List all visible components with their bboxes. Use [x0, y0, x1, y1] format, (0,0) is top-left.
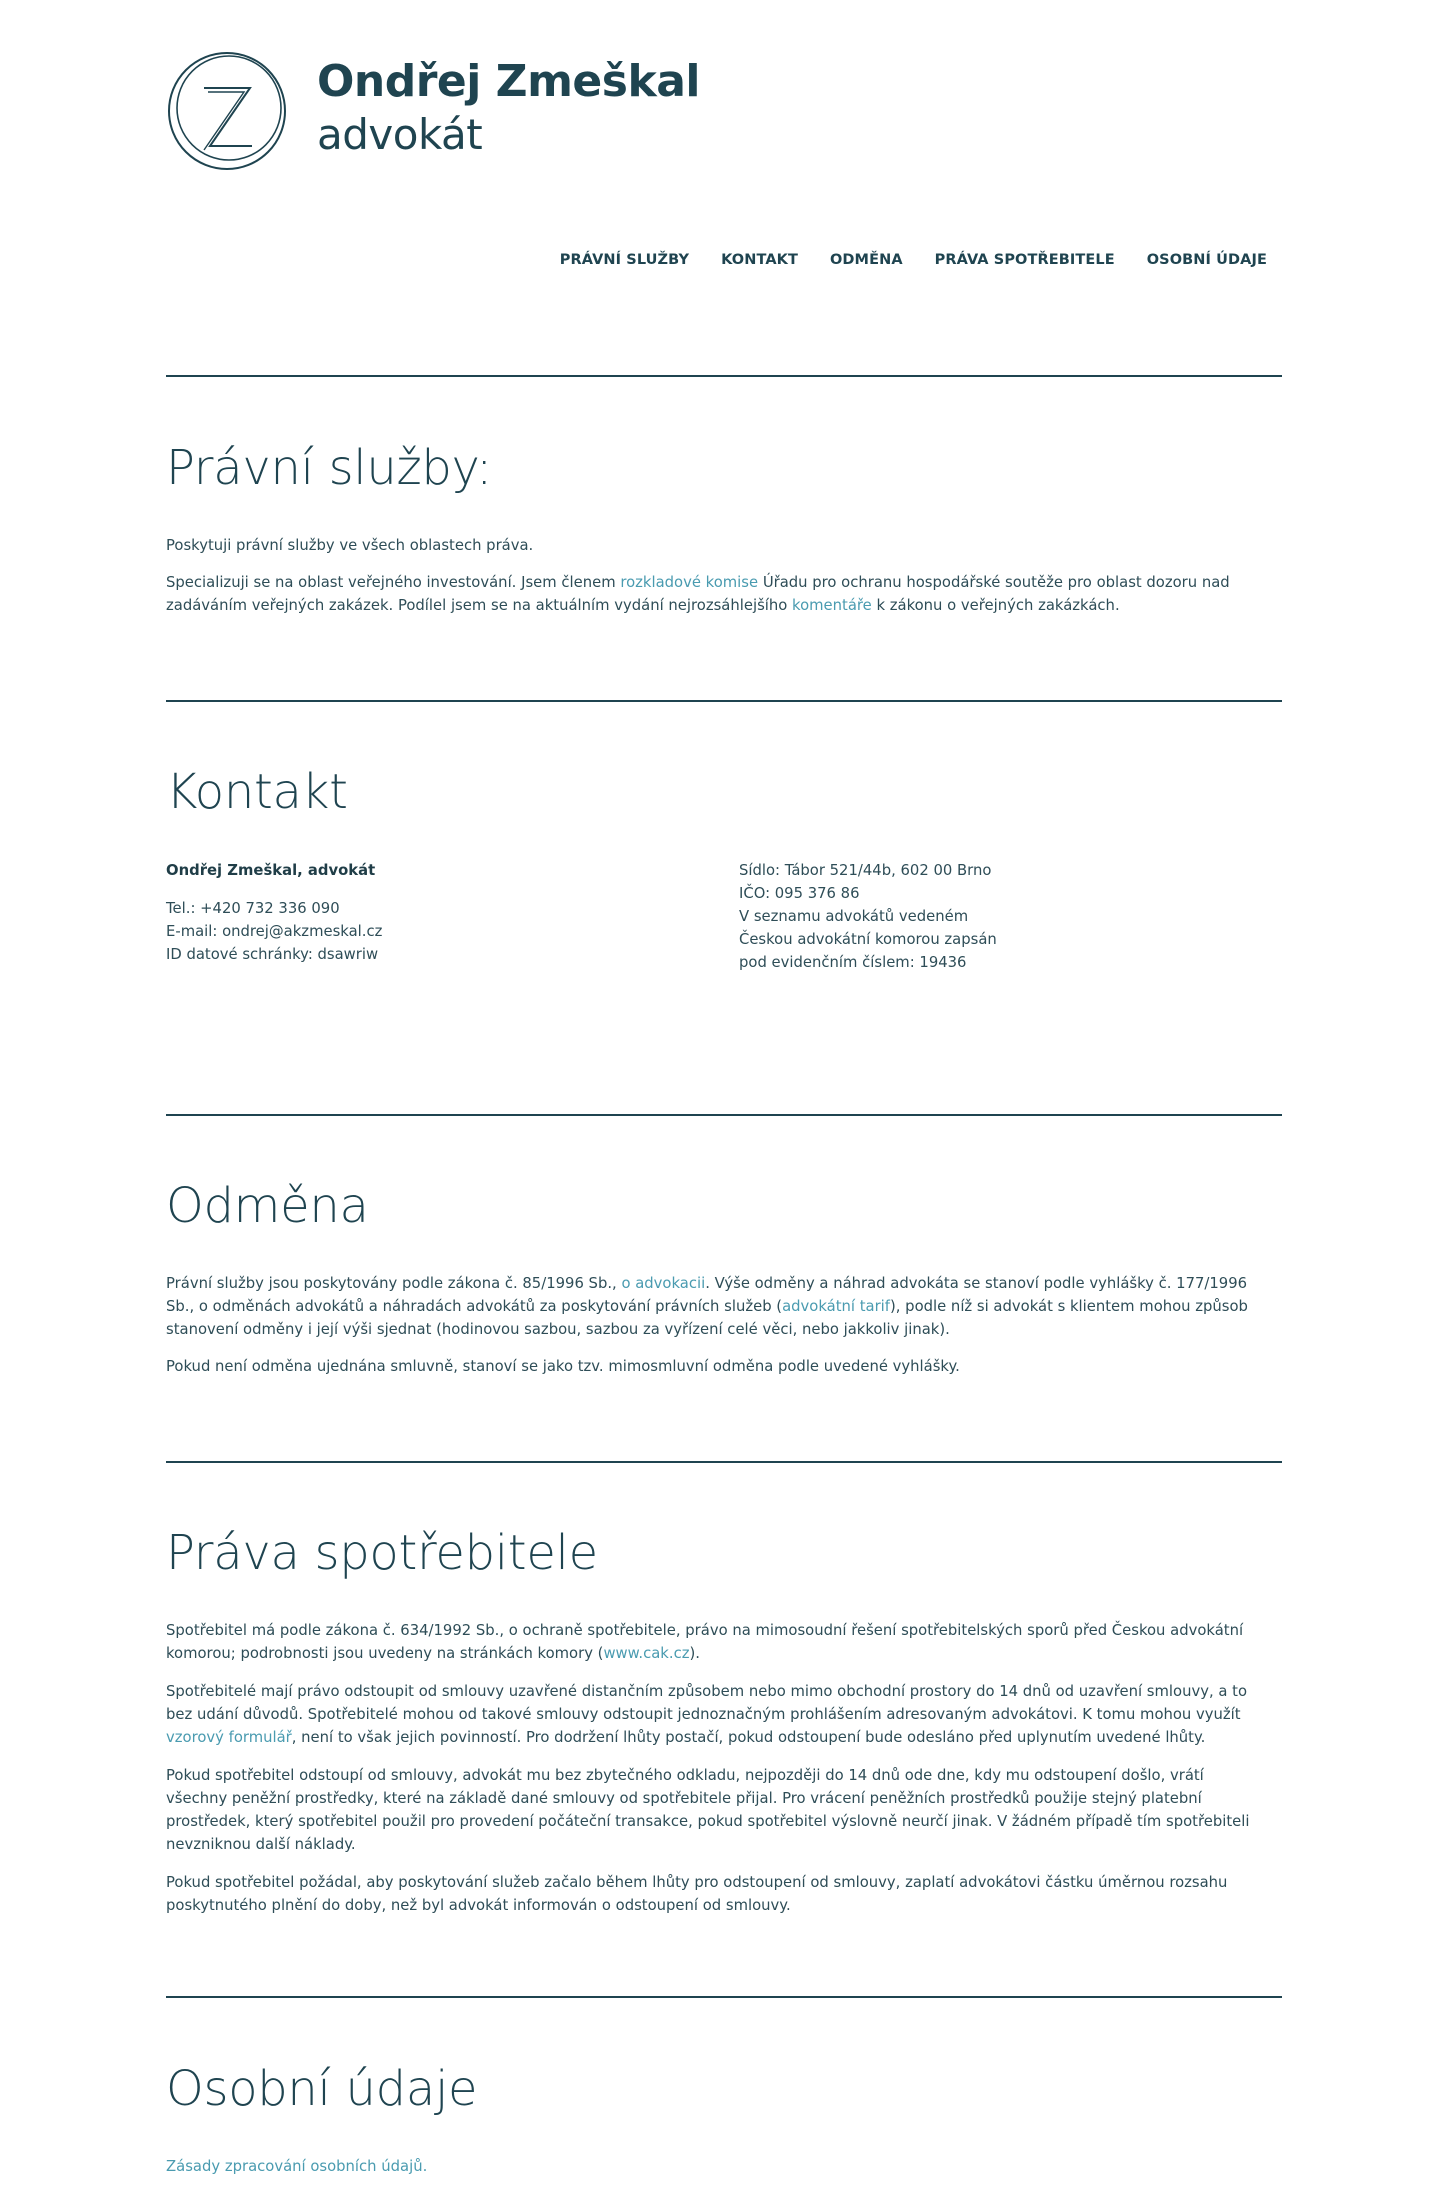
- section-divider: [166, 1114, 1282, 1116]
- link-zasady-osobnich-udaju[interactable]: Zásady zpracování osobních údajů.: [166, 2158, 428, 2175]
- link-advokatni-tarif[interactable]: advokátní tarif: [782, 1298, 890, 1315]
- logo-z-icon[interactable]: [166, 50, 288, 172]
- section-divider: [166, 1461, 1282, 1463]
- kontakt-datova-schranka: ID datové schránky: dsawriw: [166, 946, 379, 963]
- nav-pravni-sluzby[interactable]: PRÁVNÍ SLUŽBY: [559, 252, 690, 268]
- nav-odmena[interactable]: ODMĚNA: [829, 252, 903, 268]
- section-title-kontakt: Kontakt: [166, 764, 348, 820]
- kontakt-name: Ondřej Zmeškal, advokát: [166, 862, 376, 879]
- link-cak[interactable]: www.cak.cz: [603, 1645, 690, 1662]
- spotrebitel-paragraph-2: Spotřebitelé mají právo odstoupit od smlouvy uzavřené distančním způsobem nebo mimo obchodní prostory do 14 dnů od uzavření smlouvy, a to bez udání důvodů. Spotřebitelé mohou od takové smlouvy odstoupit jednoznačným prohlášením adresovaným advokátovi. K tomu mohou využít vzorový formulář, není to však jejich povinností. Pro dodržení lhůty postačí, pokud odstoupení bude odesláno před uplynutím uvedené lhůty.: [166, 1683, 1248, 1746]
- section-title-sluzby: Právní služby:: [166, 440, 492, 496]
- kontakt-phone[interactable]: Tel.: +420 732 336 090: [166, 900, 340, 917]
- section-title-odmena: Odměna: [166, 1178, 369, 1234]
- kontakt-sidlo: Sídlo: Tábor 521/44b, 602 00 Brno: [739, 862, 992, 879]
- osobni-paragraph: [166, 2155, 1256, 2178]
- nav-prava-spotrebitele[interactable]: PRÁVA SPOTŘEBITELE: [934, 252, 1115, 268]
- link-vzorovy-formular[interactable]: vzorový formulář: [166, 1729, 292, 1746]
- link-komentare[interactable]: komentáře: [792, 597, 872, 614]
- spotrebitel-paragraph-4: Pokud spotřebitel požádal, aby poskytování služeb začalo během lhůty pro odstoupení od smlouvy, zaplatí advokátovi částku úměrnou rozsahu poskytnutého plnění do doby, než byl advokát informován o odstoupení od smlouvy.: [166, 1874, 1228, 1914]
- kontakt-email[interactable]: E-mail: ondrej@akzmeskal.cz: [166, 923, 383, 940]
- section-divider: [166, 700, 1282, 702]
- kontakt-left-column: [166, 859, 382, 966]
- brand-subtitle[interactable]: advokát: [317, 110, 483, 159]
- kontakt-registr-2: Českou advokátní komorou zapsán: [739, 931, 997, 948]
- sluzby-paragraph-1: Poskytuji právní služby ve všech oblastech práva.: [166, 537, 534, 554]
- kontakt-registr-3: pod evidenčním číslem: 19436: [739, 954, 967, 971]
- link-o-advokacii[interactable]: o advokacii: [621, 1275, 706, 1292]
- kontakt-ico: IČO: 095 376 86: [739, 885, 860, 902]
- nav-osobni-udaje[interactable]: OSOBNÍ ÚDAJE: [1146, 252, 1267, 268]
- section-title-spotrebitel: Práva spotřebitele: [166, 1525, 598, 1581]
- nav-kontakt[interactable]: KONTAKT: [721, 252, 798, 268]
- spotrebitel-paragraph-3: Pokud spotřebitel odstoupí od smlouvy, advokát mu bez zbytečného odkladu, nejpozději do 14 dnů ode dne, kdy mu odstoupení došlo, vrátí všechny peněžní prostředky, které na základě dané smlouvy od spotřebitele přijal. Pro vrácení peněžních prostředků použije stejný platební prostředek, který spotřebitel použil pro provedení počáteční transakce, pokud spotřebitel výslovně neurčí jinak. V žádném případě tím spotřebiteli nevzniknou další náklady.: [166, 1767, 1250, 1853]
- odmena-paragraph-1: Právní služby jsou poskytovány podle zákona č. 85/1996 Sb., o advokacii. Výše odměny a náhrad advokáta se stanoví podle vyhlášky č. 177/1996 Sb., o odměnách advokátů a náhradách advokátů za poskytování právních služeb (advokátní tarif), podle níž si advokát s klientem mohou způsob stanovení odměny i její výši sjednat (hodinovou sazbou, sazbou za vyřízení celé věci, nebo jakkoliv jinak).: [166, 1275, 1248, 1338]
- section-divider: [166, 375, 1282, 377]
- kontakt-right-column: [739, 859, 997, 974]
- odmena-paragraph-2: Pokud není odměna ujednána smluvně, stanoví se jako tzv. mimosmluvní odměna podle uvedené vyhlášky.: [166, 1358, 960, 1375]
- kontakt-registr-1: V seznamu advokátů vedeném: [739, 908, 969, 925]
- link-rozkladova-komise[interactable]: rozkladové komise: [620, 574, 759, 591]
- spotrebitel-paragraph-1: Spotřebitel má podle zákona č. 634/1992 Sb., o ochraně spotřebitele, právo na mimosoudní řešení spotřebitelských sporů před Českou advokátní komorou; podrobnosti jsou uvedeny na stránkách komory (www.cak.cz).: [166, 1622, 1244, 1662]
- section-title-osobni: Osobní údaje: [166, 2061, 478, 2117]
- section-divider: [166, 1996, 1282, 1998]
- sluzby-paragraph-2: Specializuji se na oblast veřejného investování. Jsem členem rozkladové komise Úřadu pro ochranu hospodářské soutěže pro oblast dozoru nad zadáváním veřejných zakázek. Podílel jsem se na aktuálním vydání nejrozsáhlejšího komentáře k zákonu o veřejných zakázkách.: [166, 574, 1230, 614]
- brand-name[interactable]: Ondřej Zmeškal: [317, 56, 700, 107]
- main-nav: [560, 252, 1267, 268]
